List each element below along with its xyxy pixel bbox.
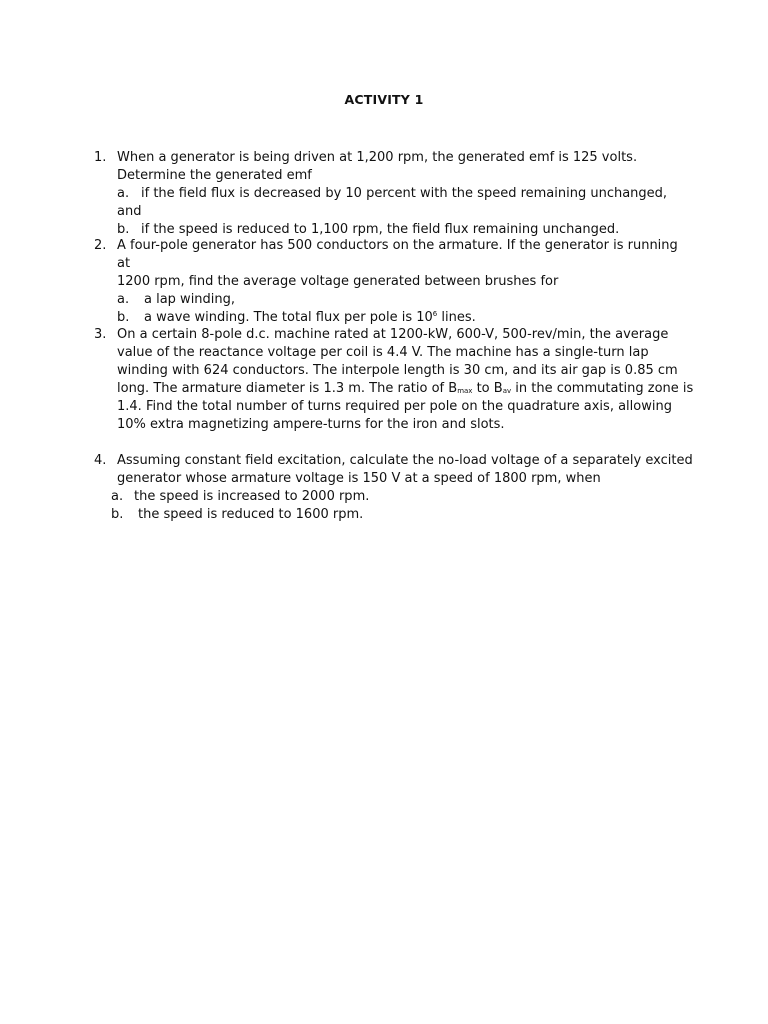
question-text-line: winding with 624 conductors. The interpole length is 30 cm, and its air gap is 0.85 cm <box>117 363 678 378</box>
sub-question-a <box>117 185 694 221</box>
subscript: av <box>502 387 512 395</box>
subscript: max <box>457 387 473 395</box>
sub-question-text: a wave winding. The total flux per pole is 10 <box>144 310 433 325</box>
text-segment: to B <box>472 381 503 396</box>
sub-question-text: the speed is increased to 2000 rpm. <box>134 489 370 504</box>
exponent: 6 <box>432 310 438 318</box>
sub-question-text: a lap winding, <box>144 292 236 307</box>
sub-question-b <box>117 309 694 327</box>
question-text-line: Determine the generated emf <box>117 168 312 183</box>
sub-question-a <box>117 291 694 309</box>
sub-question-a <box>111 488 694 506</box>
question-text-line: value of the reactance voltage per coil is 4.4 V. The machine has a single-turn lap <box>117 345 649 360</box>
sub-question-text: lines. <box>437 310 476 325</box>
text-segment: in the commutating zone is <box>511 381 694 396</box>
text-segment: long. The armature diameter is 1.3 m. The ratio of B <box>117 381 458 396</box>
question-text-line: Assuming constant field excitation, calculate the no-load voltage of a separately excited <box>117 453 693 468</box>
sub-question-letter: b. <box>117 222 130 237</box>
sub-question-text: if the speed is reduced to 1,100 rpm, the field flux remaining unchanged. <box>141 222 620 237</box>
question-text-line: A four-pole generator has 500 conductors on the armature. If the generator is running at <box>117 238 678 271</box>
question-3 <box>94 326 694 434</box>
question-number: 4. <box>94 453 107 468</box>
question-text-line: 10% extra magnetizing ampere-turns for the iron and slots. <box>117 417 505 432</box>
sub-question-letter: b. <box>117 310 130 325</box>
question-text-line: generator whose armature voltage is 150 V at a speed of 1800 rpm, when <box>117 471 601 486</box>
sub-question-text: the speed is reduced to 1600 rpm. <box>138 507 364 522</box>
sub-question-letter: a. <box>117 292 130 307</box>
question-4 <box>94 452 694 524</box>
sub-question-letter: a. <box>111 489 124 504</box>
sub-question-letter: a. <box>117 186 130 201</box>
question-text-line: 1.4. Find the total number of turns required per pole on the quadrature axis, allowing <box>117 399 672 414</box>
question-text-line: 1200 rpm, find the average voltage generated between brushes for <box>117 274 559 289</box>
sub-question-b <box>111 506 694 524</box>
sub-question-letter: b. <box>111 507 124 522</box>
page-title: ACTIVITY 1 <box>344 92 424 107</box>
question-number: 2. <box>94 238 107 253</box>
sub-question-text: if the field flux is decreased by 10 percent with the speed remaining unchanged, and <box>117 186 668 219</box>
question-number: 1. <box>94 150 107 165</box>
question-1 <box>94 149 694 239</box>
question-text-line <box>117 380 694 398</box>
question-2 <box>94 237 694 327</box>
question-text-line: On a certain 8-pole d.c. machine rated at 1200-kW, 600-V, 500-rev/min, the average <box>117 327 669 342</box>
question-number: 3. <box>94 327 107 342</box>
question-text-line: When a generator is being driven at 1,200 rpm, the generated emf is 125 volts. <box>117 150 638 165</box>
